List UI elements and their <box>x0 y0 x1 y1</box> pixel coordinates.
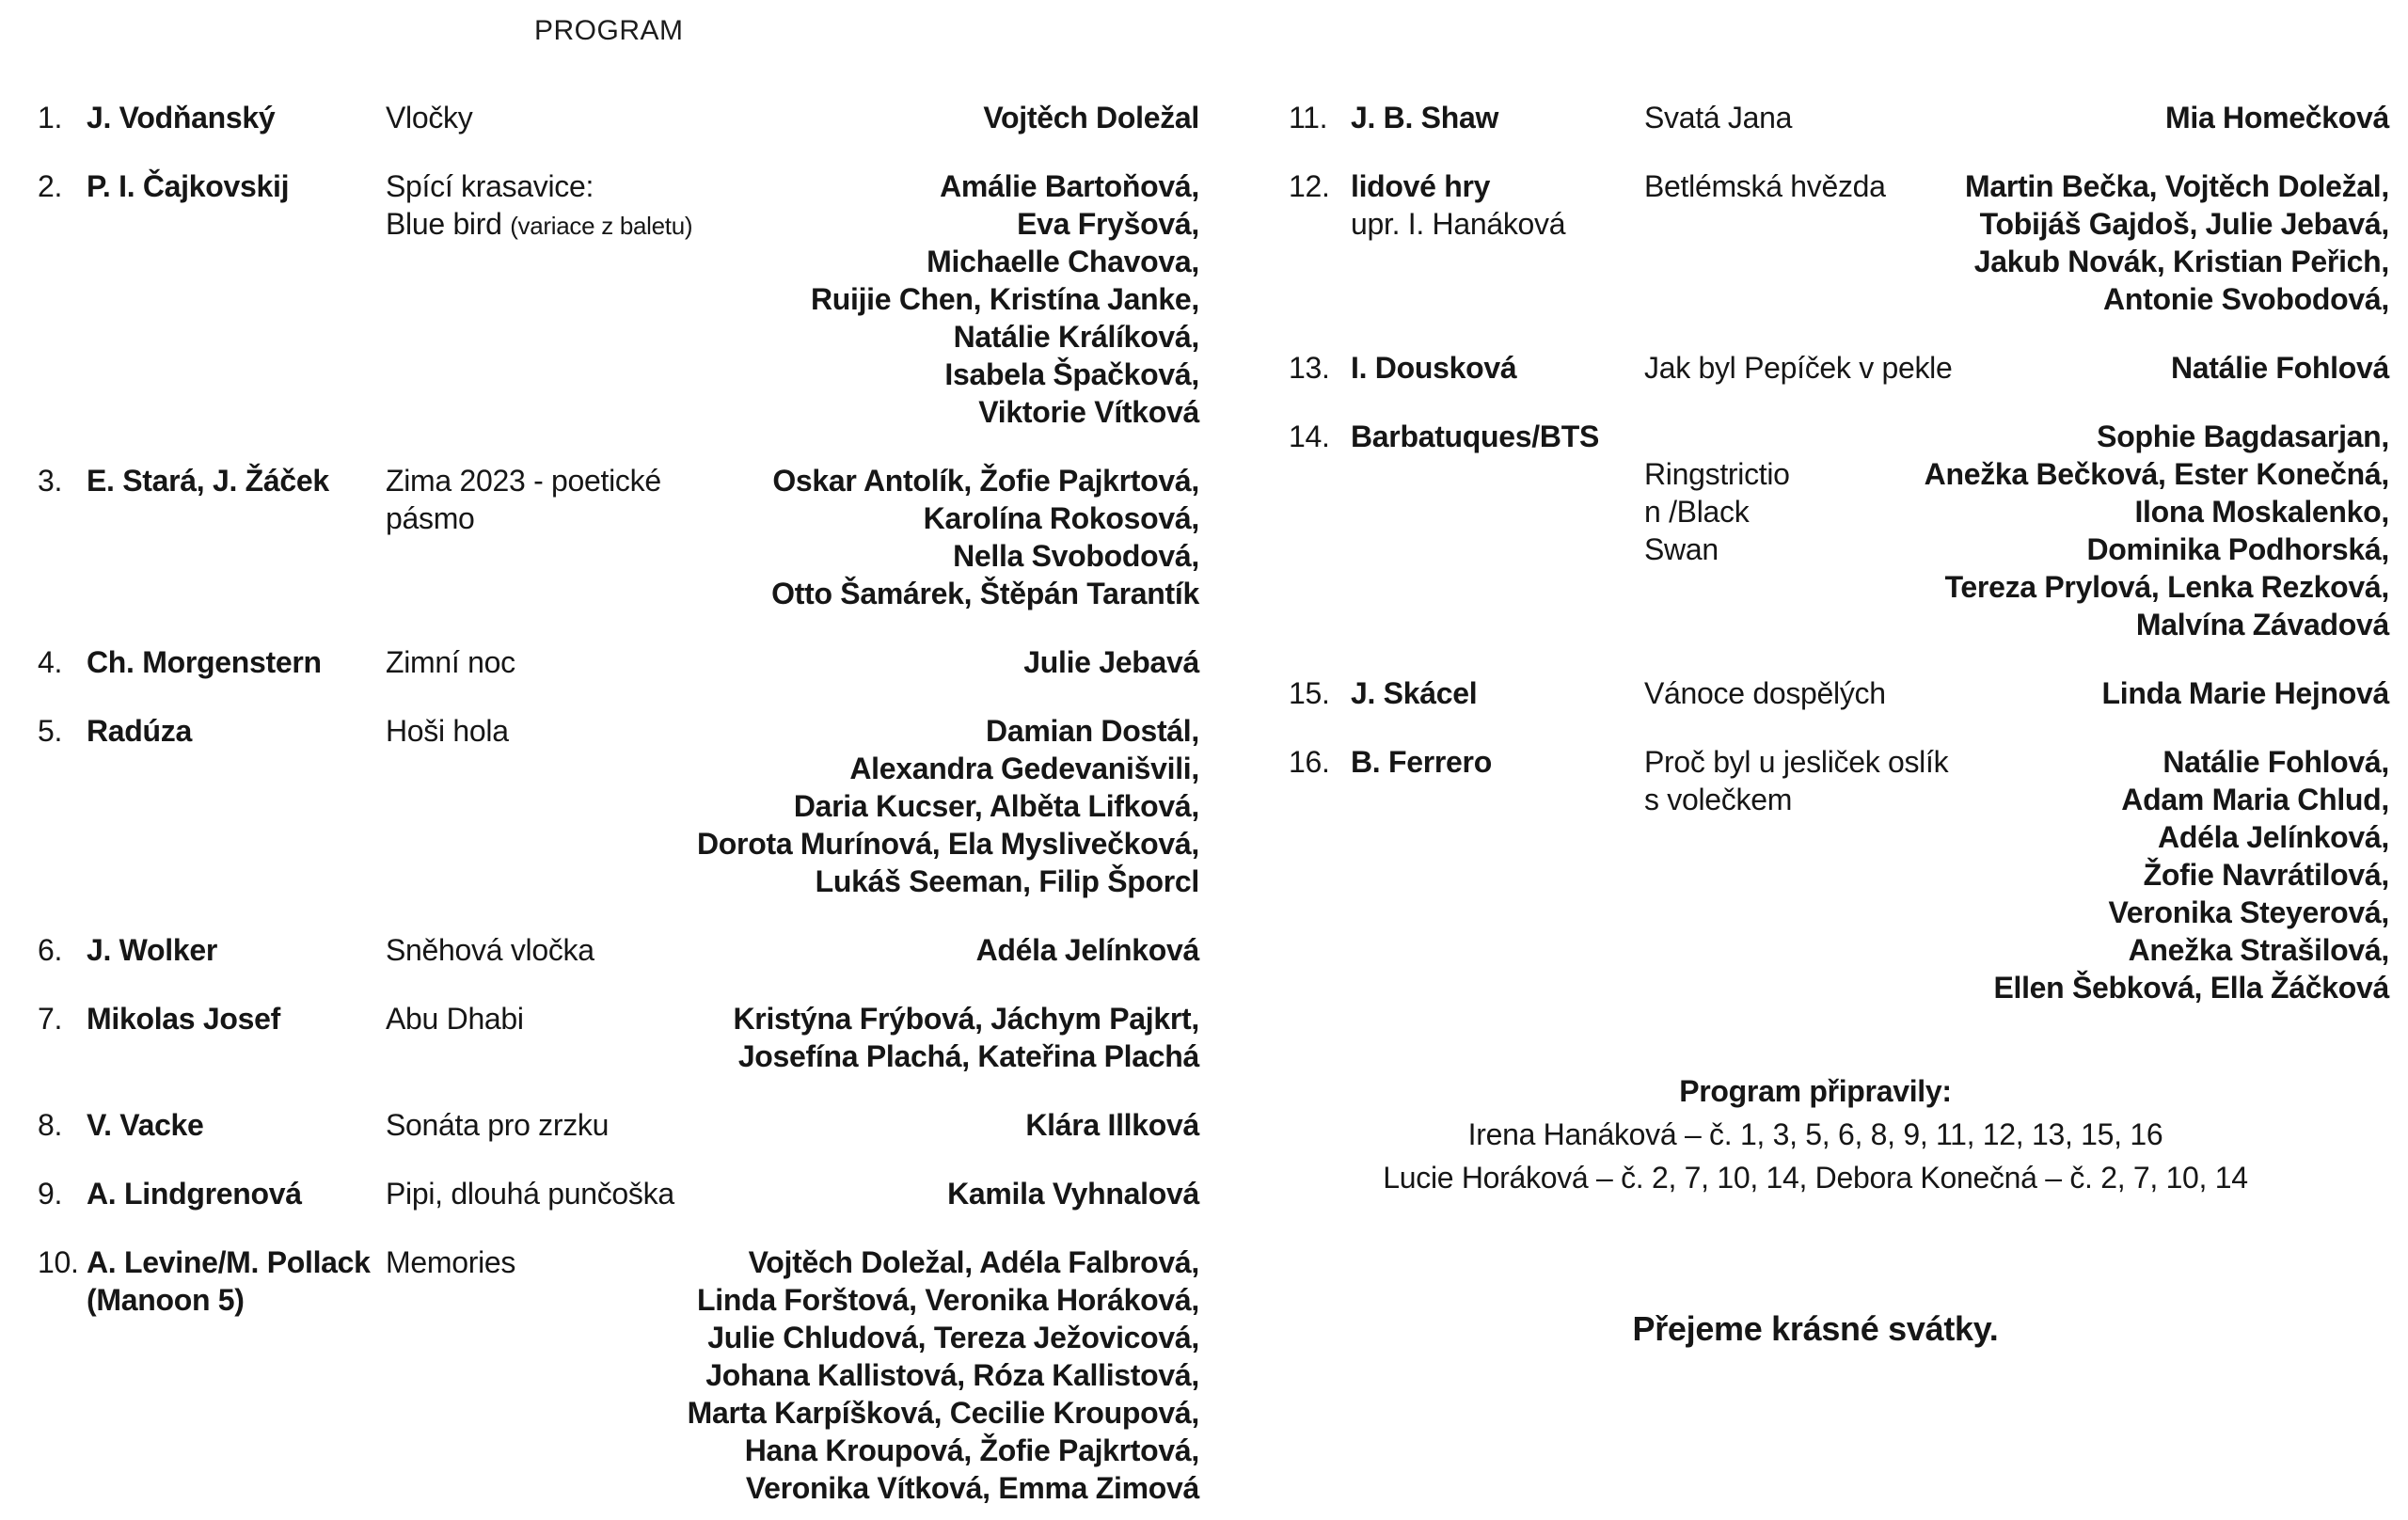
title-line: Ringstrictio <box>1644 457 1790 491</box>
author-line: Ch. Morgenstern <box>87 645 322 679</box>
program-item <box>1289 418 2389 643</box>
author-line: J. Vodňanský <box>87 101 276 135</box>
item-number: 5. <box>38 714 63 748</box>
author-line: Radúza <box>87 714 192 748</box>
author-line: J. Skácel <box>1351 676 1478 710</box>
item-number: 9. <box>38 1177 63 1211</box>
performer-line: Adéla Jelínková, <box>2158 820 2389 854</box>
item-author <box>1351 349 1644 387</box>
performer-line: Daria Kucser, Alběta Lifková, <box>793 789 1199 823</box>
performer-line: Hana Kroupová, Žofie Pajkrtová, <box>744 1433 1199 1467</box>
item-author <box>1351 674 1644 712</box>
item-performers <box>983 99 1199 136</box>
item-author <box>87 712 386 900</box>
author-line: E. Stará, J. Žáček <box>87 464 329 498</box>
item-number: 13. <box>1289 351 1330 385</box>
prepared-line: Irena Hanáková – č. 1, 3, 5, 6, 8, 9, 11, 12, 13, 15, 16 <box>1467 1117 2163 1151</box>
program-item <box>1289 743 2389 1006</box>
item-number: 10. <box>38 1245 79 1279</box>
title-line: Pipi, dlouhá punčoška <box>386 1177 674 1211</box>
program-item <box>38 643 1199 681</box>
title-main: Blue bird <box>386 207 511 241</box>
title-line: Memories <box>386 1245 516 1279</box>
performer-line: Veronika Vítková, Emma Zimová <box>745 1471 1199 1505</box>
performer-line: Ellen Šebková, Ella Žáčková <box>1993 971 2389 1005</box>
program-item <box>38 99 1199 136</box>
performer-line: Julie Jebavá <box>1023 645 1199 679</box>
program-items-right <box>1289 99 2389 1006</box>
performer-line: Natálie Králíková, <box>953 320 1199 354</box>
performer-line: Natálie Fohlová, <box>2162 745 2389 779</box>
item-number: 15. <box>1289 676 1330 710</box>
performer-line: Kamila Vyhnalová <box>947 1177 1199 1211</box>
item-performers <box>1965 167 2389 318</box>
program-item <box>38 462 1199 612</box>
program-item <box>38 1106 1199 1144</box>
item-performers <box>688 1243 1199 1507</box>
performer-line: Martin Bečka, Vojtěch Doležal, <box>1965 169 2389 203</box>
performer-line: Marta Karpíšková, Cecilie Kroupová, <box>687 1396 1199 1430</box>
author-line: J. B. Shaw <box>1351 101 1499 135</box>
performer-line: Mia Homečková <box>2165 101 2389 135</box>
item-number: 7. <box>38 1002 63 1036</box>
program-item <box>38 1175 1199 1212</box>
program-item <box>38 1243 1199 1507</box>
title-line: n /Black <box>1644 495 1750 529</box>
item-performers <box>2165 99 2389 136</box>
author-line: V. Vacke <box>87 1108 204 1142</box>
performer-line: Otto Šamárek, Štěpán Tarantík <box>771 577 1199 610</box>
item-performers <box>947 1175 1199 1212</box>
title-line: Zimní noc <box>386 645 515 679</box>
performer-line: Oskar Antolík, Žofie Pajkrtová, <box>772 464 1199 498</box>
author-subline: upr. I. Hanáková <box>1351 207 1566 241</box>
program-column-left <box>38 99 1199 1520</box>
title-line: Jak byl Pepíček v pekle <box>1644 351 1953 385</box>
performer-line: Klára Illková <box>1025 1108 1199 1142</box>
author-line: P. I. Čajkovskij <box>87 169 290 203</box>
item-number: 8. <box>38 1108 63 1142</box>
item-author <box>1351 743 1644 1006</box>
performer-line: Viktorie Vítková <box>978 395 1199 429</box>
item-number: 14. <box>1289 420 1330 453</box>
author-line: Barbatuques/BTS <box>1351 420 1599 453</box>
item-number: 4. <box>38 645 63 679</box>
performer-line: Vojtěch Doležal <box>983 101 1199 135</box>
item-author <box>87 1000 386 1075</box>
title-line: pásmo <box>386 501 475 535</box>
program-item <box>38 167 1199 431</box>
item-author <box>87 643 386 681</box>
item-author <box>1351 167 1644 318</box>
item-number: 11. <box>1289 101 1328 135</box>
performer-line: Tereza Prylová, Lenka Rezková, <box>1944 570 2389 604</box>
performer-line: Eva Fryšová, <box>1017 207 1199 241</box>
item-performers <box>733 1000 1199 1075</box>
item-performers <box>2102 674 2390 712</box>
title-line: Sněhová vločka <box>386 933 594 967</box>
program-item <box>1289 99 2389 136</box>
item-author <box>87 462 386 612</box>
performer-line: Karolína Rokosová, <box>923 501 1199 535</box>
item-performers <box>771 462 1199 612</box>
title-line: Sonáta pro zrzku <box>386 1108 610 1142</box>
item-performers <box>2171 349 2389 387</box>
program-item <box>1289 349 2389 387</box>
author-line: J. Wolker <box>87 933 217 967</box>
closing-wish: Přejeme krásné svátky. <box>1632 1309 1999 1348</box>
performer-line: Linda Marie Hejnová <box>2101 676 2389 710</box>
page-title: PROGRAM <box>534 15 684 46</box>
prepared-heading: Program připravily: <box>1679 1074 1952 1108</box>
program-item <box>38 712 1199 900</box>
item-performers <box>697 712 1199 900</box>
performer-line: Michaelle Chavova, <box>927 245 1199 278</box>
item-number: 12. <box>1289 169 1330 203</box>
author-line: B. Ferrero <box>1351 745 1492 779</box>
item-performers <box>1993 743 2389 1006</box>
closing-block <box>1289 1069 2389 1351</box>
item-number: 2. <box>38 169 63 203</box>
performer-line: Julie Chludová, Tereza Ježovicová, <box>707 1321 1199 1354</box>
performer-line: Ilona Moskalenko, <box>2134 495 2389 529</box>
performer-line: Antonie Svobodová, <box>2103 282 2389 316</box>
item-author <box>87 1175 386 1212</box>
performer-line: Lukáš Seeman, Filip Šporcl <box>815 864 1199 898</box>
title-line: Hoši hola <box>386 714 509 748</box>
performer-line: Dorota Murínová, Ela Myslivečková, <box>697 827 1199 861</box>
item-author <box>87 167 386 431</box>
author-line: A. Levine/M. Pollack <box>87 1245 371 1279</box>
author-line: A. Lindgrenová <box>87 1177 302 1211</box>
program-item <box>1289 167 2389 318</box>
item-performers <box>1025 1106 1199 1144</box>
program-item <box>38 931 1199 969</box>
program-column-right <box>1289 99 2389 1351</box>
title-line: Betlémská hvězda <box>1644 169 1886 203</box>
performer-line: Sophie Bagdasarjan, <box>2097 420 2389 453</box>
title-line: Vločky <box>386 101 473 135</box>
item-author <box>87 99 386 136</box>
item-number: 1. <box>38 101 63 135</box>
item-author <box>87 931 386 969</box>
title-line: s volečkem <box>1644 783 1793 816</box>
performer-line: Veronika Steyerová, <box>2108 895 2389 929</box>
author-line: lidové hry <box>1351 169 1491 203</box>
performer-line: Malvína Závadová <box>2135 608 2389 641</box>
item-performers <box>1023 643 1199 681</box>
program-item <box>38 1000 1199 1075</box>
performer-line: Alexandra Gedevanišvili, <box>849 752 1199 785</box>
author-line: I. Dousková <box>1351 351 1517 385</box>
author-line: (Manoon 5) <box>87 1283 245 1317</box>
item-performers <box>1925 418 2389 643</box>
title-line: Svatá Jana <box>1644 101 1793 135</box>
item-author <box>87 1106 386 1144</box>
prepared-line: Lucie Horáková – č. 2, 7, 10, 14, Debora Konečná – č. 2, 7, 10, 14 <box>1383 1161 2248 1195</box>
performer-line: Anežka Strašilová, <box>2128 933 2389 967</box>
performer-line: Tobijáš Gajdoš, Julie Jebavá, <box>1979 207 2389 241</box>
performer-line: Nella Svobodová, <box>953 539 1199 573</box>
performer-line: Johana Kallistová, Róza Kallistová, <box>705 1358 1199 1392</box>
title-line: Proč byl u jesliček oslík <box>1644 745 1949 779</box>
title-line: Abu Dhabi <box>386 1002 524 1036</box>
performer-line: Amálie Bartoňová, <box>940 169 1199 203</box>
title-line: Zima 2023 - poetické <box>386 464 661 498</box>
title-small: (variace z baletu) <box>510 212 693 240</box>
item-performers <box>811 167 1199 431</box>
program-items-left <box>38 99 1199 1507</box>
item-performers <box>976 931 1199 969</box>
performer-line: Josefína Plachá, Kateřina Plachá <box>737 1039 1199 1073</box>
performer-line: Kristýna Frýbová, Jáchym Pajkrt, <box>733 1002 1199 1036</box>
item-author <box>87 1243 386 1507</box>
performer-line: Ruijie Chen, Kristína Janke, <box>810 282 1199 316</box>
item-number: 6. <box>38 933 63 967</box>
author-line: Mikolas Josef <box>87 1002 280 1036</box>
item-author <box>1351 418 1644 643</box>
performer-line: Anežka Bečková, Ester Konečná, <box>1924 457 2389 491</box>
performer-line: Damian Dostál, <box>986 714 1199 748</box>
performer-line: Jakub Novák, Kristian Peřich, <box>1973 245 2389 278</box>
performer-line: Žofie Navrátilová, <box>2143 858 2389 892</box>
performer-line: Natálie Fohlová <box>2170 351 2389 385</box>
title-line: Vánoce dospělých <box>1644 676 1886 710</box>
performer-line: Linda Forštová, Veronika Horáková, <box>697 1283 1199 1317</box>
performer-line: Isabela Špačková, <box>944 357 1199 391</box>
item-author <box>1351 99 1644 136</box>
performer-line: Vojtěch Doležal, Adéla Falbrová, <box>748 1245 1199 1279</box>
item-number: 16. <box>1289 745 1330 779</box>
item-number: 3. <box>38 464 63 498</box>
title-line: Swan <box>1644 532 1719 566</box>
performer-line: Adam Maria Chlud, <box>2121 783 2389 816</box>
performer-line: Adéla Jelínková <box>975 933 1199 967</box>
performer-line: Dominika Podhorská, <box>2086 532 2389 566</box>
title-line: Spící krasavice: <box>386 169 594 203</box>
program-item <box>1289 674 2389 712</box>
